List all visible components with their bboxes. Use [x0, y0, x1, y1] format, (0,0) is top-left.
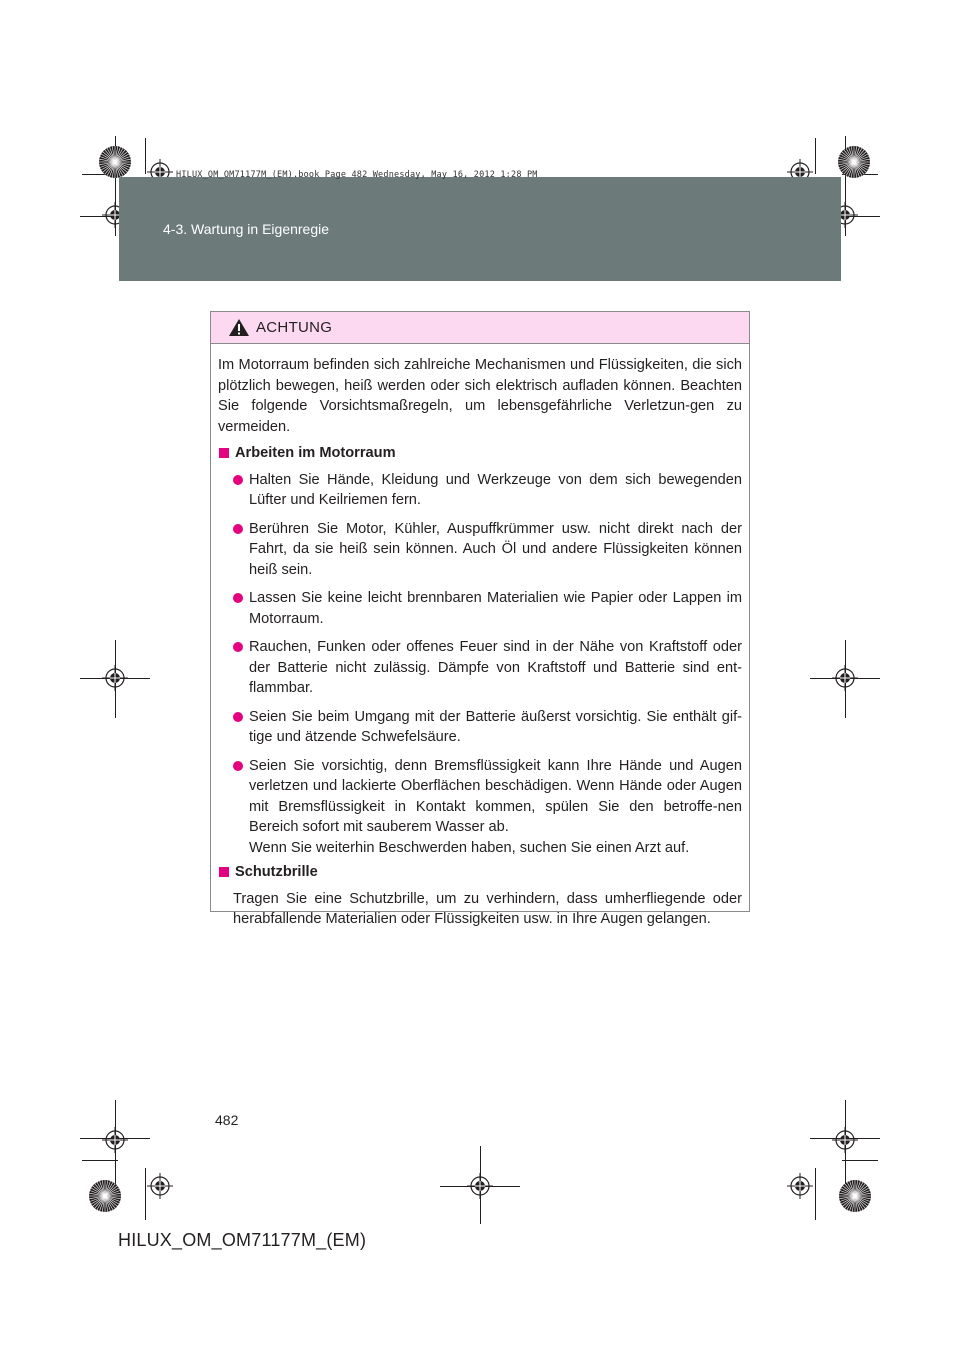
section-heading — [218, 862, 742, 883]
star-target-icon — [98, 145, 132, 179]
list-item-text: Seien Sie beim Umgang mit der Batterie äußerst vorsichtig. Sie enthält gif-tige und ätzende Schwefelsäure. — [249, 708, 742, 745]
crop-line — [815, 1168, 816, 1220]
round-bullet-icon — [233, 524, 243, 534]
list-item — [218, 637, 742, 699]
warning-intro: Im Motorraum befinden sich zahlreiche Mechanismen und Flüssigkeiten, die sich plötzlich bewegen, heiß werden oder sich elektrisch aufladen können. Beachten Sie folgende Vorsichtsmaßregeln, um lebensgefährliche Verletzun-gen zu vermeiden. — [218, 357, 742, 435]
section-heading-text: Arbeiten im Motorraum — [235, 445, 396, 461]
registration-mark-icon — [832, 1127, 858, 1153]
warning-header — [211, 312, 749, 344]
crop-line — [145, 138, 146, 174]
print-info: HILUX_OM_OM71177M_(EM).book Page 482 Wednesday, May 16, 2012 1:28 PM — [176, 170, 538, 180]
list-item — [218, 519, 742, 581]
square-bullet-icon — [219, 867, 229, 877]
list-item-text: Seien Sie vorsichtig, denn Bremsflüssigkeit kann Ihre Hände und Augen verletzen und lackierte Oberflächen beschädigen. Wenn Hände oder Augen mit Bremsflüssigkeit in Kontakt kommen, spülen Sie den betroffe-nen Bereich sofort mit sauberem Wasser ab. — [249, 757, 742, 835]
round-bullet-icon — [233, 642, 243, 652]
section-heading — [218, 443, 742, 464]
section-heading-text: Schutzbrille — [235, 864, 318, 880]
round-bullet-icon — [233, 475, 243, 485]
warning-box — [210, 311, 750, 927]
list-item-extra: Wenn Sie weiterhin Beschwerden haben, suchen Sie einen Arzt auf. — [249, 839, 690, 856]
crop-line — [82, 1160, 118, 1161]
registration-mark-icon — [147, 1173, 173, 1199]
section-text: Tragen Sie eine Schutzbrille, um zu verhindern, dass umherfliegende oder herabfallende Materialien oder Flüssigkeiten usw. in Ihre Augen gelangen. — [233, 890, 742, 927]
page-number: 482 — [215, 1112, 239, 1128]
list-item — [218, 707, 742, 748]
registration-mark-icon — [102, 1127, 128, 1153]
star-target-icon — [88, 1179, 122, 1213]
crop-line — [145, 1168, 146, 1220]
round-bullet-icon — [233, 593, 243, 603]
square-bullet-icon — [219, 448, 229, 458]
list-item-text: Halten Sie Hände, Kleidung und Werkzeuge von dem sich bewegenden Lüfter und Keilriemen fern. — [249, 471, 742, 508]
crop-line — [842, 1160, 878, 1161]
round-bullet-icon — [233, 761, 243, 771]
warning-triangle-icon — [228, 318, 250, 337]
list-item — [218, 588, 742, 629]
list-item — [218, 756, 742, 859]
section-title: 4-3. Wartung in Eigenregie — [163, 221, 330, 237]
registration-mark-icon — [832, 665, 858, 691]
registration-mark-icon — [102, 665, 128, 691]
crop-line — [815, 138, 816, 174]
list-item-text: Berühren Sie Motor, Kühler, Auspuffkrümmer usw. nicht direkt nach der Fahrt, da sie heiß sein können. Auch Öl und andere Flüssigkeiten können heiß sein. — [249, 520, 742, 578]
round-bullet-icon — [233, 712, 243, 722]
registration-mark-icon — [467, 1173, 493, 1199]
star-target-icon — [838, 1179, 872, 1213]
document-code: HILUX_OM_OM71177M_(EM) — [118, 1230, 367, 1250]
registration-mark-icon — [787, 1173, 813, 1199]
star-target-icon — [837, 145, 871, 179]
warning-body — [211, 344, 749, 930]
list-item — [218, 470, 742, 511]
list-item-text: Rauchen, Funken oder offenes Feuer sind in der Nähe von Kraftstoff oder der Batterie nicht zulässig. Dämpfe von Kraftstoff und Batterie sind ent-flammbar. — [249, 639, 742, 696]
warning-title: ACHTUNG — [256, 319, 333, 336]
list-item-text: Lassen Sie keine leicht brennbaren Materialien wie Papier oder Lappen im Motorraum. — [249, 590, 742, 627]
